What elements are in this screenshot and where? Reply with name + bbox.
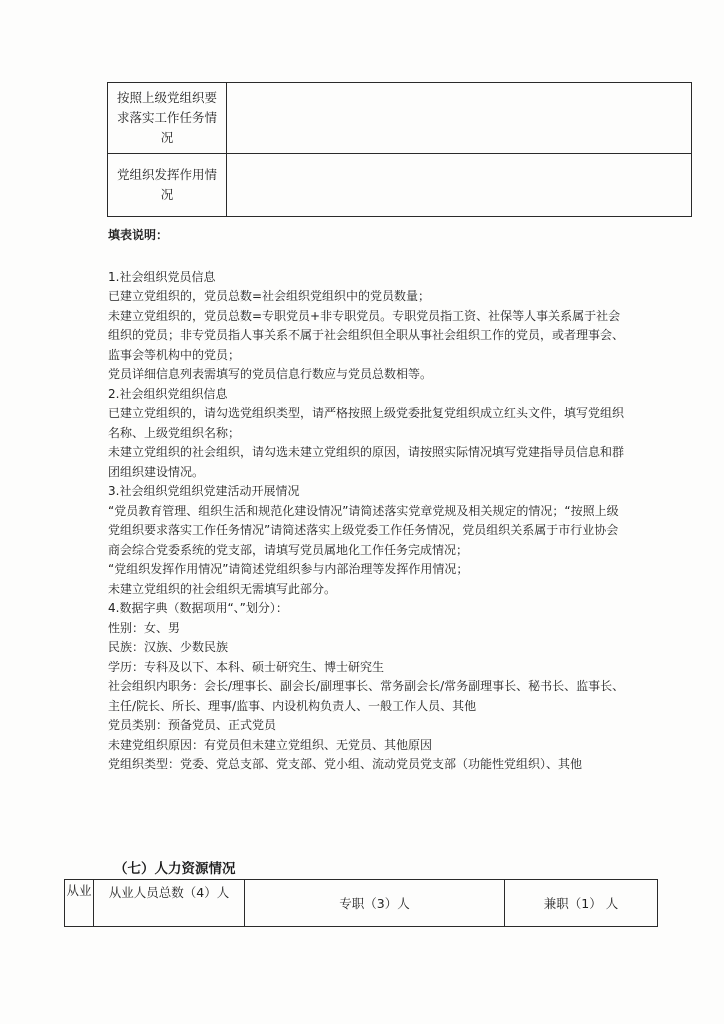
note-line: “党员教育管理、组织生活和规范化建设情况”请简述落实党章党规及相关规定的情况；“按照上级党组织要求落实工作任务情况”请简述落实上级党委工作任务情况，党员组织关系属于市行业协会商会综合党委系统的党支部，请填写党员属地化工作任务完成情况；	[108, 503, 619, 557]
note-line: 已建立党组织的，党员总数=社会组织党组织中的党员数量；	[108, 289, 431, 303]
note-line: 未建立党组织的社会组织无需填写此部分。	[108, 581, 337, 596]
note-line: 社会组织内职务：会长/理事长、副会长/副理事长、常务副会长/常务副理事长、秘书长、监事长、主任/院长、所长、理事/监事、内设机构负责人、一般工作人员、其他	[108, 679, 625, 713]
instructions-heading: 填表说明：	[108, 228, 169, 242]
note-line: 未建党组织原因：有党员但未建立党组织、无党员、其他原因	[108, 737, 433, 752]
note-line: 已建立党组织的，请勾选党组织类型，请严格按照上级党委批复党组织成立红头文件，填写党组织名称、上级党组织名称；	[108, 406, 625, 440]
full-time-staff: 专职（3）人	[245, 880, 505, 927]
note-line: 性别：女、男	[108, 620, 181, 635]
party-role-value	[227, 154, 692, 217]
note-line: 未建立党组织的社会组织，请勾选未建立党组织的原因，请按照实际情况填写党建指导员信息和群团组织建设情况。	[108, 445, 625, 479]
note-line: 1.社会组织党员信息	[108, 269, 216, 284]
task-implementation-label: 按照上级党组织要求落实工作任务情况	[108, 83, 227, 154]
hr-table	[64, 879, 658, 927]
employment-label: 从业	[65, 880, 94, 927]
note-line: “党组织发挥作用情况”请简述党组织参与内部治理等发挥作用情况；	[108, 562, 469, 576]
note-line: 4.数据字典（数据项用“、”划分）：	[108, 601, 288, 615]
total-staff: 从业人员总数（4）人	[94, 880, 245, 927]
note-line: 党员详细信息列表需填写的党员信息行数应与党员总数相等。	[108, 367, 433, 381]
note-line: 党组织类型：党委、党总支部、党支部、党小组、流动党员党支部（功能性党组织）、其他	[108, 757, 583, 771]
part-time-staff: 兼职（1） 人	[505, 880, 658, 927]
note-line: 学历：专科及以下、本科、硕士研究生、博士研究生	[108, 659, 385, 674]
party-work-table	[107, 82, 692, 217]
note-line: 民族：汉族、少数民族	[108, 640, 229, 654]
note-line: 2.社会组织党组织信息	[108, 386, 228, 401]
note-line: 党员类别：预备党员、正式党员	[108, 718, 277, 732]
filling-instructions	[108, 226, 628, 775]
party-role-label: 党组织发挥作用情况	[108, 154, 227, 217]
note-line: 3.社会组织党组织党建活动开展情况	[108, 484, 300, 498]
note-line: 未建立党组织的，党员总数=专职党员+非专职党员。专职党员指工资、社保等人事关系属于社会组织的党员；非专党员指人事关系不属于社会组织但全职从事社会组织工作的党员，或者理事会、监事会等机构中的党员；	[108, 308, 625, 362]
task-implementation-value	[227, 83, 692, 154]
section-title: （七）人力资源情况	[114, 861, 236, 877]
